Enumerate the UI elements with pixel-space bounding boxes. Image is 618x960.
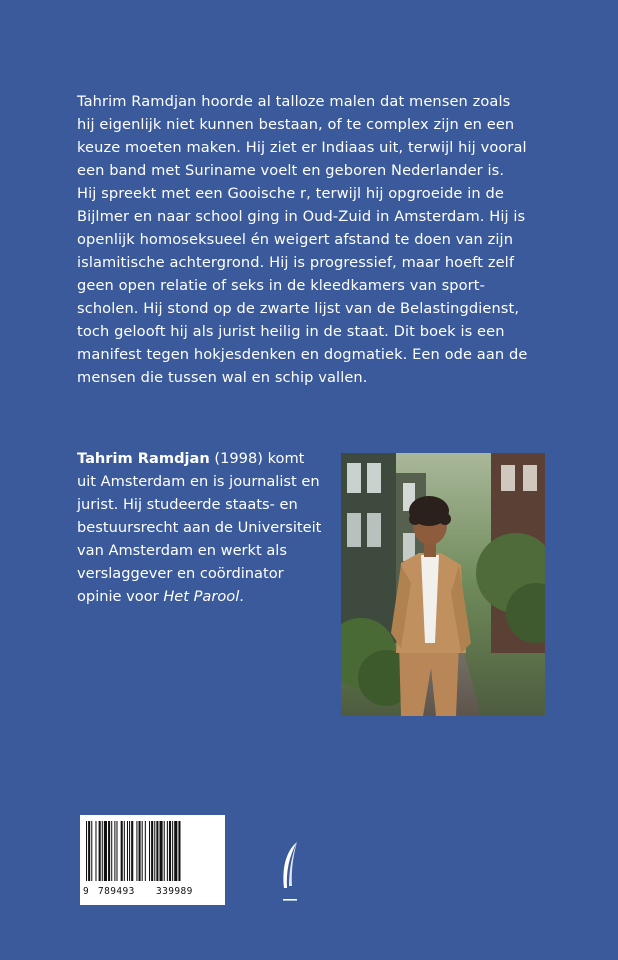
- bio-line: bestuursrecht aan de Universiteit: [77, 519, 322, 536]
- blurb-line: Tahrim Ramdjan hoorde al talloze malen dat mensen zoals: [77, 93, 511, 110]
- blurb-line: islamitische achtergrond. Hij is progressief, maar hoeft zelf: [77, 254, 515, 271]
- bio-lines: [77, 470, 347, 585]
- bio-line: jurist. Hij studeerde staats- en: [77, 496, 298, 513]
- bio-line: van Amsterdam en werkt als: [77, 542, 287, 559]
- author-name: Tahrim Ramdjan: [77, 450, 210, 467]
- publisher-logo-icon: [281, 840, 301, 910]
- author-photo: [341, 453, 545, 716]
- blurb-text: [77, 90, 547, 389]
- blurb-line: mensen die tussen wal en schip vallen.: [77, 369, 368, 386]
- blurb-line: Hij spreekt met een Gooische r, terwijl hij opgroeide in de: [77, 185, 504, 202]
- blurb-line: Bijlmer en naar school ging in Oud-Zuid in Amsterdam. Hij is: [77, 208, 526, 225]
- bio-line: Tahrim Ramdjan (1998) komt: [77, 450, 305, 467]
- newspaper-name: Het Parool: [163, 588, 240, 605]
- barcode-bars: [80, 815, 225, 885]
- blurb-line: manifest tegen hokjesdenken en dogmatiek. Een ode aan de: [77, 346, 528, 363]
- blurb-line: keuze moeten maken. Hij ziet er Indiaas uit, terwijl hij vooral: [77, 139, 527, 156]
- author-bio: [77, 447, 347, 608]
- blurb-line: scholen. Hij stond op de zwarte lijst van de Belastingdienst,: [77, 300, 520, 317]
- blurb-line: hij eigenlijk niet kunnen bestaan, of te complex zijn en een: [77, 116, 515, 133]
- bio-line: uit Amsterdam en is journalist en: [77, 473, 320, 490]
- bio-line: verslaggever en coördinator: [77, 565, 284, 582]
- bio-line: opinie voor Het Parool.: [77, 588, 244, 605]
- barcode: 9 789493 339989: [80, 815, 225, 905]
- blurb-line: openlijk homoseksueel én weigert afstand te doen van zijn: [77, 231, 514, 248]
- blurb-line: toch gelooft hij als jurist heilig in de staat. Dit boek is een: [77, 323, 505, 340]
- blurb-line: geen open relatie of seks in de kleedkamers van sport-: [77, 277, 485, 294]
- blurb-line: een band met Suriname voelt en geboren Nederlander is.: [77, 162, 505, 179]
